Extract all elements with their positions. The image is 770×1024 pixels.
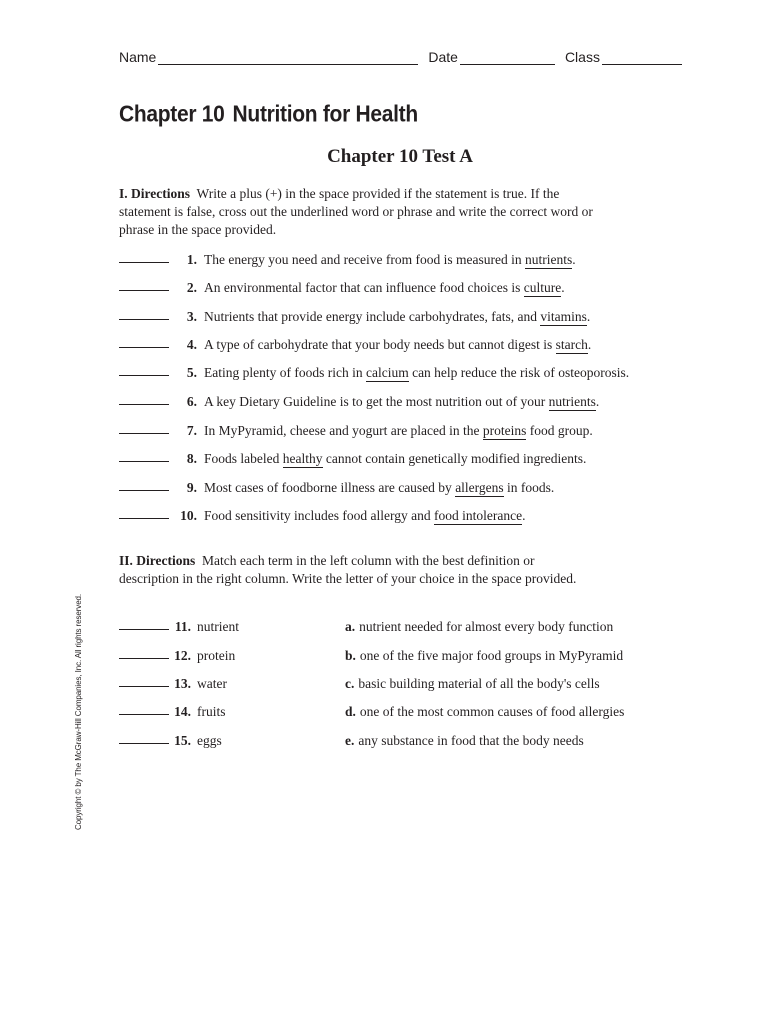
chapter-title — [119, 102, 418, 128]
underlined-term: vitamins — [540, 309, 587, 324]
definition-letter: a. — [345, 619, 356, 634]
item-number: 12. — [174, 648, 191, 663]
statement-text: In MyPyramid, cheese and yogurt are placed in the proteins food group. — [204, 423, 593, 438]
chapter-number: Chapter 10 — [119, 102, 225, 127]
answer-blank[interactable] — [119, 517, 169, 519]
matching-item — [119, 729, 739, 749]
item-number: 15. — [174, 733, 191, 748]
true-false-item — [119, 276, 719, 296]
underlined-term: nutrients — [548, 394, 596, 409]
true-false-item — [119, 305, 719, 325]
underlined-term: culture — [523, 280, 562, 295]
definition-text: one of the most common causes of food allergies — [359, 704, 625, 719]
item-number: 10. — [180, 508, 197, 523]
statement-text: Eating plenty of foods rich in calcium can help reduce the risk of osteoporosis. — [204, 365, 630, 380]
definition-letter: e. — [345, 733, 355, 748]
answer-blank[interactable] — [119, 318, 169, 320]
underlined-term: food intolerance — [433, 508, 523, 523]
underlined-term: healthy — [282, 451, 323, 466]
statement-text: A key Dietary Guideline is to get the most nutrition out of your nutrients. — [204, 394, 600, 409]
statement-text: The energy you need and receive from food is measured in nutrients. — [204, 252, 576, 267]
class-label: Class — [564, 49, 600, 65]
definition-letter: b. — [345, 648, 356, 663]
date-field-line[interactable] — [460, 50, 555, 65]
true-false-item — [119, 504, 719, 524]
item-number: 13. — [174, 676, 191, 691]
item-number: 11. — [174, 619, 191, 634]
statement-text: A type of carbohydrate that your body needs but cannot digest is starch. — [204, 337, 592, 352]
item-number: 9. — [186, 480, 197, 495]
item-number: 7. — [186, 423, 197, 438]
true-false-item — [119, 419, 719, 439]
match-term: nutrient — [197, 619, 239, 634]
answer-blank[interactable] — [119, 374, 169, 376]
matching-item — [119, 644, 739, 664]
definition-text: any substance in food that the body needs — [358, 733, 584, 748]
section1-directions — [119, 185, 599, 239]
statement-text: Foods labeled healthy cannot contain genetically modified ingredients. — [204, 451, 587, 466]
section2-heading: II. Directions — [119, 553, 196, 568]
answer-blank[interactable] — [119, 432, 169, 434]
true-false-item — [119, 390, 719, 410]
item-number: 14. — [174, 704, 191, 719]
statement-text: An environmental factor that can influence food choices is culture. — [204, 280, 565, 295]
underlined-term: calcium — [365, 365, 409, 380]
section1-heading: I. Directions — [119, 186, 190, 201]
true-false-item — [119, 333, 719, 353]
header-fields — [119, 49, 689, 65]
section2-directions — [119, 552, 579, 588]
date-label: Date — [428, 49, 458, 65]
class-field-line[interactable] — [602, 50, 682, 65]
answer-blank[interactable] — [119, 261, 169, 263]
name-label: Name — [119, 49, 157, 65]
underlined-term: nutrients — [525, 252, 573, 267]
match-term: eggs — [197, 733, 222, 748]
match-term: water — [197, 676, 227, 691]
definition-letter: c. — [345, 676, 355, 691]
answer-blank[interactable] — [119, 489, 169, 491]
answer-blank[interactable] — [119, 403, 169, 405]
copyright-notice: Copyright © by The McGraw-Hill Companies, Inc. All rights reserved. — [74, 593, 83, 830]
match-term: fruits — [197, 704, 226, 719]
section2-text: Match each term in the left column with the best definition or description in the right column. Write the letter of your choice in the space provided. — [119, 553, 577, 586]
item-number: 2. — [186, 280, 197, 295]
item-number: 4. — [186, 337, 197, 352]
true-false-item — [119, 447, 719, 467]
true-false-item — [119, 248, 719, 268]
underlined-term: allergens — [455, 480, 504, 495]
statement-text: Food sensitivity includes food allergy and food intolerance. — [204, 508, 526, 523]
match-term: protein — [197, 648, 236, 663]
item-number: 5. — [186, 365, 197, 380]
item-number: 6. — [186, 394, 197, 409]
chapter-topic: Nutrition for Health — [232, 102, 418, 127]
matching-item — [119, 615, 739, 635]
matching-item — [119, 672, 739, 692]
test-title: Chapter 10 Test A — [327, 146, 473, 167]
answer-blank[interactable] — [119, 657, 169, 659]
answer-blank[interactable] — [119, 628, 169, 630]
definition-text: one of the five major food groups in MyPyramid — [359, 648, 624, 663]
statement-text: Nutrients that provide energy include carbohydrates, fats, and vitamins. — [204, 309, 591, 324]
definition-letter: d. — [345, 704, 356, 719]
answer-blank[interactable] — [119, 685, 169, 687]
definition-text: nutrient needed for almost every body function — [359, 619, 614, 634]
matching-item — [119, 700, 739, 720]
item-number: 1. — [186, 252, 197, 267]
true-false-item — [119, 361, 719, 381]
statement-text: Most cases of foodborne illness are caused by allergens in foods. — [204, 480, 555, 495]
definition-text: basic building material of all the body's cells — [358, 676, 600, 691]
true-false-item — [119, 476, 719, 496]
underlined-term: proteins — [482, 423, 527, 438]
answer-blank[interactable] — [119, 346, 169, 348]
item-number: 3. — [186, 309, 197, 324]
answer-blank[interactable] — [119, 713, 169, 715]
underlined-term: starch — [555, 337, 588, 352]
answer-blank[interactable] — [119, 460, 169, 462]
answer-blank[interactable] — [119, 742, 169, 744]
name-field-line[interactable] — [158, 50, 418, 65]
item-number: 8. — [186, 451, 197, 466]
section1-text: Write a plus (+) in the space provided if the statement is true. If the statement is false, cross out the underlined word or phrase and write the correct word or phrase in the space provided. — [119, 186, 593, 237]
answer-blank[interactable] — [119, 289, 169, 291]
